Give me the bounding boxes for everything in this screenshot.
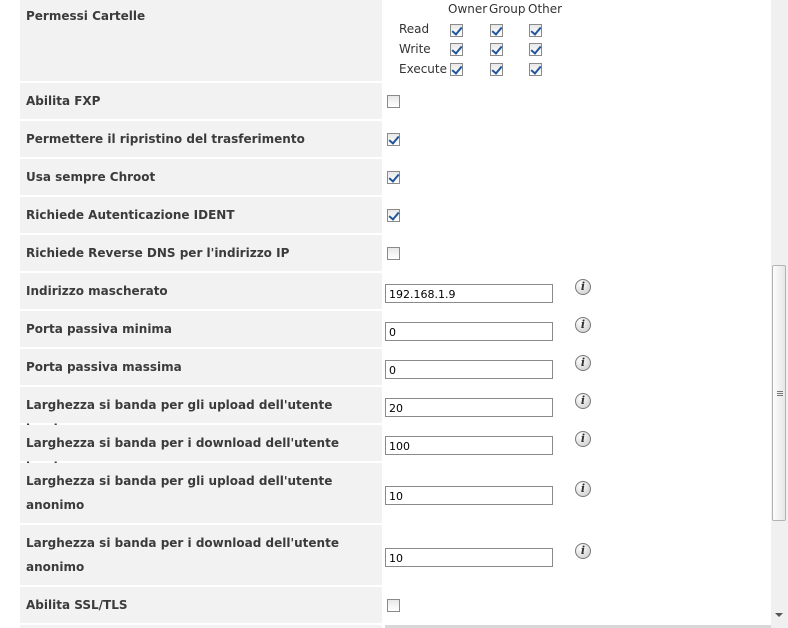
setting-label-ssl: Abilita SSL/TLS — [26, 598, 128, 612]
local-download-bandwidth-input[interactable]: 100 — [385, 436, 553, 455]
checkbox-resume[interactable] — [387, 133, 400, 146]
setting-row-local-download — [20, 425, 382, 463]
checkbox-ssl[interactable] — [387, 599, 400, 612]
setting-label-reverse-dns: Richiede Reverse DNS per l'indirizzo IP — [26, 246, 290, 260]
setting-label-passive-max: Porta passiva massima — [26, 360, 182, 374]
info-icon[interactable]: i — [575, 355, 591, 371]
passive-port-min-input[interactable]: 0 — [385, 322, 553, 341]
setting-label-anon-upload: Larghezza si banda per gli upload dell'utente anonimo — [26, 474, 333, 512]
setting-label-chroot: Usa sempre Chroot — [26, 170, 156, 184]
scrollbar-thumb[interactable] — [772, 265, 786, 521]
checkbox-execute-group[interactable] — [490, 63, 503, 76]
setting-row-anon-download — [20, 525, 382, 587]
checkbox-read-owner[interactable] — [450, 24, 463, 37]
setting-row-chroot — [20, 159, 382, 197]
info-icon[interactable]: i — [575, 431, 591, 447]
setting-label-anon-download: Larghezza si banda per i download dell'utente anonimo — [26, 536, 339, 574]
perm-label-execute: Execute — [399, 62, 447, 76]
info-icon[interactable]: i — [575, 317, 591, 333]
vertical-scrollbar[interactable] — [771, 0, 788, 628]
local-upload-bandwidth-input[interactable]: 20 — [385, 398, 553, 417]
setting-label-ident: Richiede Autenticazione IDENT — [26, 208, 235, 222]
perm-header-group: Group — [489, 2, 526, 16]
checkbox-ident[interactable] — [387, 209, 400, 222]
checkbox-write-group[interactable] — [490, 43, 503, 56]
checkbox-write-other[interactable] — [529, 43, 542, 56]
setting-row-fxp — [20, 83, 382, 121]
checkbox-read-other[interactable] — [529, 24, 542, 37]
grip-lines-icon — [777, 391, 783, 392]
setting-row-local-upload — [20, 387, 382, 425]
checkbox-write-owner[interactable] — [450, 43, 463, 56]
setting-label-masq-address: Indirizzo mascherato — [26, 284, 168, 298]
permissions-row — [20, 0, 382, 83]
setting-row-anon-upload — [20, 463, 382, 525]
checkbox-chroot[interactable] — [387, 171, 400, 184]
setting-label-fxp: Abilita FXP — [26, 94, 101, 108]
setting-label-local-download: Larghezza si banda per i download dell'utente — [26, 436, 339, 450]
checkbox-execute-owner[interactable] — [450, 63, 463, 76]
perm-label-write: Write — [399, 42, 431, 56]
anon-download-bandwidth-input[interactable]: 10 — [385, 548, 553, 567]
setting-row-ssl — [20, 587, 382, 625]
info-icon[interactable]: i — [575, 481, 591, 497]
permissions-label: Permessi Cartelle — [26, 9, 146, 23]
setting-row-masq-address — [20, 273, 382, 311]
setting-row-resume — [20, 121, 382, 159]
arrow-down-icon[interactable] — [775, 613, 783, 617]
passive-port-max-input[interactable]: 0 — [385, 360, 553, 379]
setting-label-local-upload: Larghezza si banda per gli upload dell'utente — [26, 398, 333, 412]
setting-label-resume: Permettere il ripristino del trasferimento — [26, 132, 305, 146]
setting-row-passive-max — [20, 349, 382, 387]
perm-header-other: Other — [528, 2, 563, 16]
checkbox-reverse-dns[interactable] — [387, 247, 400, 260]
setting-row-passive-min — [20, 311, 382, 349]
perm-label-read: Read — [399, 22, 430, 36]
masq-address-input[interactable]: 192.168.1.9 — [385, 284, 553, 303]
setting-row-ident — [20, 197, 382, 235]
setting-row-reverse-dns — [20, 235, 382, 273]
checkbox-execute-other[interactable] — [529, 63, 542, 76]
checkbox-read-group[interactable] — [490, 24, 503, 37]
info-icon[interactable]: i — [575, 393, 591, 409]
info-icon[interactable]: i — [575, 279, 591, 295]
info-icon[interactable]: i — [575, 543, 591, 559]
setting-label-passive-min: Porta passiva minima — [26, 322, 173, 336]
perm-header-owner: Owner — [448, 2, 488, 16]
checkbox-fxp[interactable] — [387, 95, 400, 108]
anon-upload-bandwidth-input[interactable]: 10 — [385, 486, 553, 505]
